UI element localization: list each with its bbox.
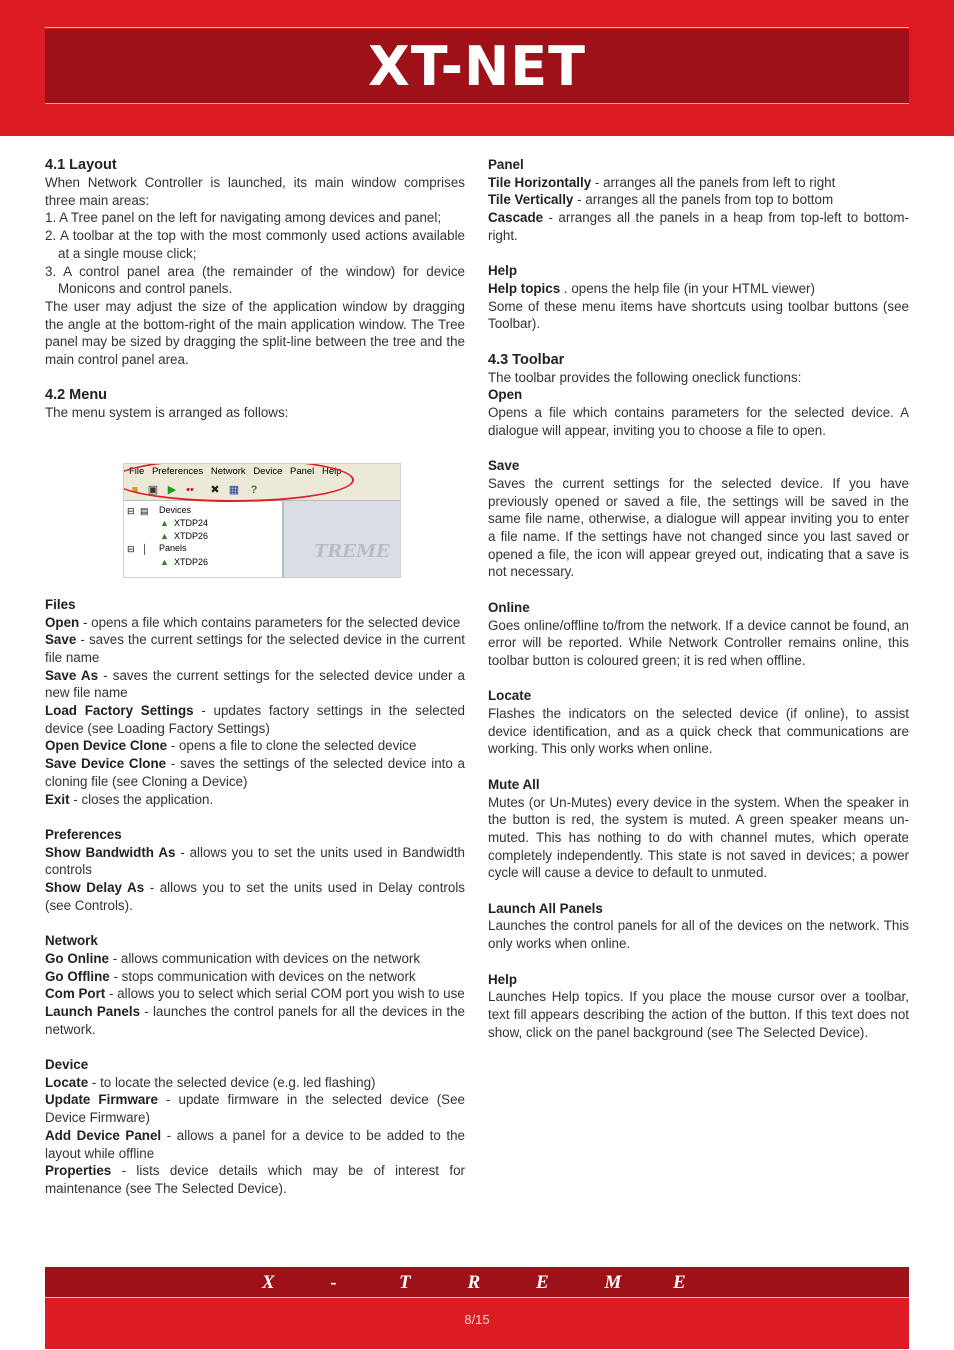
- preferences-entry: Show Bandwidth As - allows you to set the units used in Bandwidth controls: [45, 844, 465, 878]
- device-icon: ▲: [160, 531, 169, 542]
- panel-heading: Panel: [488, 157, 524, 172]
- device-entry: Properties - lists device details which may be of interest for maintenance (see The Selected Device).: [45, 1163, 465, 1196]
- menu-device[interactable]: Device: [253, 466, 283, 478]
- tree-node-devices[interactable]: Devices: [159, 505, 192, 516]
- tree-node-panel-xtdp26[interactable]: XTDP26: [174, 557, 209, 568]
- menu-file[interactable]: File: [129, 466, 145, 478]
- device-entry: Add Device Panel - allows a panel for a device to be added to the layout while offline: [45, 1127, 465, 1161]
- mute-all-icon[interactable]: ✖: [210, 484, 220, 497]
- tree-node-panels[interactable]: Panels: [159, 543, 187, 554]
- tree-node-xtdp24[interactable]: XTDP24: [174, 518, 209, 529]
- network-heading: Network: [45, 933, 98, 949]
- help-icon[interactable]: ?: [250, 484, 258, 497]
- device-entry: Locate - to locate the selected device (e.g. led flashing): [45, 1074, 376, 1090]
- footer-letter: -: [330, 1272, 337, 1293]
- help-menu-entry: Help topics . opens the help file (in your HTML viewer): [488, 280, 815, 296]
- files-entry: Save - saves the current settings for the selected device in the current file name: [45, 632, 465, 665]
- open-folder-icon[interactable]: ■: [131, 484, 139, 497]
- files-heading: Files: [45, 596, 76, 612]
- toolbar-item-text: Launches Help topics. If you place the mouse cursor over a toolbar, text fill appears describing the action of the button. If this text does not show, click on the panel background (see The Selected Device).: [488, 989, 909, 1040]
- layout-item: 3. A control panel area (the remainder of the window) for device Monicons and control panels.: [45, 263, 465, 297]
- layout-para: The user may adjust the size of the application window by dragging the angle at the bottom-right of the main application window. The Tree panel may be sized by dragging the split-line between the tree and the main control panel area.: [45, 298, 465, 368]
- left-column: [45, 156, 465, 1198]
- footer-xtreme: [262, 1270, 742, 1296]
- device-heading: Device: [45, 1057, 89, 1073]
- toolbar-heading: 4.3 Toolbar: [488, 351, 565, 368]
- toolbar-item-text: Flashes the indicators on the selected device (if online), to assist device identification, and as a quick check that communications are working. This only works when online.: [488, 706, 909, 757]
- footer-letter: T: [399, 1272, 411, 1293]
- xtreme-watermark: TREME: [314, 541, 390, 563]
- save-disk-icon[interactable]: ▣: [147, 484, 159, 497]
- panel-entry: Tile Horizontally - arranges all the panels from left to right: [488, 174, 836, 190]
- layout-intro: When Network Controller is launched, its main window comprises three main areas:: [45, 175, 465, 208]
- panels-icon: │: [142, 544, 148, 555]
- toolbar-item-text: Mutes (or Un-Mutes) every device in the system. When the speaker in the button is red, the system is muted. A green speaker means un-muted. This has nothing to do with channel mutes, which operate completely independently. This state is not saved in devices; a power cycle will cause a device to default to unmuted.: [488, 794, 909, 881]
- toolbar-item-title: Save: [488, 458, 520, 474]
- toolbar-item-text: Goes online/offline to/from the network. If a device cannot be found, an error will be reported. While Network Controller remains online, this toolbar button is coloured green; it is red when offline.: [488, 617, 909, 668]
- toolbar-item-text: Saves the current settings for the selected device. If you have previously opened or saved a file, the settings will be saved in the same file name, otherwise, a dialogue will appear inviting you to enter a file name. If the settings have not changed since you last saved or opened a file, the icon will appear greyed out, indicating that a save is not necessary.: [488, 475, 909, 580]
- tree-node-xtdp26[interactable]: XTDP26: [174, 531, 209, 542]
- footer-letter: E: [536, 1272, 549, 1293]
- control-panel-area: [284, 501, 400, 577]
- files-entry: Save Device Clone - saves the settings of the selected device into a cloning file (see Cloning a Device): [45, 756, 465, 789]
- layout-item: 2. A toolbar at the top with the most commonly used actions available at a single mouse click;: [45, 228, 465, 261]
- network-entry: Go Offline - stops communication with devices on the network: [45, 968, 416, 984]
- preferences-heading: Preferences: [45, 826, 122, 842]
- files-entry: Exit - closes the application.: [45, 791, 214, 807]
- toolbar-item-title: Launch All Panels: [488, 900, 603, 916]
- footer-letter: R: [467, 1272, 481, 1293]
- menu-help[interactable]: Help: [321, 466, 342, 478]
- toolbar-item-title: Online: [488, 599, 530, 615]
- menu-screenshot: [123, 463, 401, 578]
- help-menu-heading: Help: [488, 263, 518, 279]
- right-column: [488, 156, 909, 1041]
- menu-intro: The menu system is arranged as follows:: [45, 405, 289, 421]
- network-entry: Launch Panels - launches the control panels for all the devices in the network.: [45, 1003, 465, 1037]
- files-entry: Open - opens a file which contains parameters for the selected device: [45, 614, 461, 630]
- header-rule: [45, 27, 909, 28]
- files-entry: Load Factory Settings - updates factory settings in the selected device (see Loading Factory Settings): [45, 703, 465, 736]
- menu-panel[interactable]: Panel: [290, 466, 315, 478]
- panel-entry: Tile Vertically - arranges all the panels from top to bottom: [488, 192, 834, 208]
- footer-letter: X: [262, 1272, 275, 1293]
- menu-heading: 4.2 Menu: [45, 387, 108, 404]
- online-play-icon[interactable]: ▶: [167, 484, 177, 497]
- page-title: XT-NET: [368, 35, 586, 98]
- device-entry: Update Firmware - update firmware in the selected device (See Device Firmware): [45, 1092, 465, 1126]
- toolbar-item-title: Mute All: [488, 776, 540, 792]
- toolbar-item-title: Open: [488, 387, 523, 403]
- files-entry: Open Device Clone - opens a file to clone the selected device: [45, 738, 417, 754]
- menu-preferences[interactable]: Preferences: [151, 466, 204, 478]
- device-icon: ▲: [160, 518, 169, 529]
- toolbar-item-title: Locate: [488, 688, 532, 704]
- launch-panels-icon[interactable]: ▦: [228, 484, 240, 497]
- panel-entry: Cascade - arranges all the panels in a heap from top-left to bottom-right.: [488, 210, 909, 243]
- tree-panel: [124, 501, 282, 577]
- toolbar-item-title: Help: [488, 971, 518, 987]
- tree-expander-icon[interactable]: ⊟: [127, 544, 135, 555]
- device-icon: ▲: [160, 557, 169, 568]
- preferences-entry: Show Delay As - allows you to set the units used in Delay controls (see Controls).: [45, 880, 466, 913]
- help-menu-note: Some of these menu items have shortcuts using toolbar buttons (see Toolbar).: [488, 298, 909, 332]
- network-entry: Com Port - allows you to select which serial COM port you wish to use: [45, 986, 465, 1002]
- footer-letter: E: [673, 1272, 686, 1293]
- layout-item: 1. A Tree panel on the left for navigating among devices and panel;: [45, 210, 442, 226]
- toolbar-item-text: Opens a file which contains parameters for the selected device. A dialogue will appear, inviting you to choose a file to open.: [488, 405, 909, 438]
- toolbar-item-text: Launches the control panels for all of the devices on the network. This only works when online.: [488, 918, 909, 952]
- devices-icon: ▤: [140, 506, 149, 517]
- footer-letter: M: [604, 1272, 622, 1293]
- locate-dots-icon[interactable]: ••: [186, 484, 194, 497]
- layout-heading: 4.1 Layout: [45, 157, 117, 173]
- files-entry: Save As - saves the current settings for the selected device under a new file name: [45, 667, 465, 701]
- menu-network[interactable]: Network: [210, 466, 246, 478]
- network-entry: Go Online - allows communication with devices on the network: [45, 950, 421, 966]
- tree-expander-icon[interactable]: ⊟: [127, 506, 135, 517]
- toolbar-intro: The toolbar provides the following oneclick functions:: [488, 369, 802, 385]
- page-number: 8/15: [464, 1312, 490, 1327]
